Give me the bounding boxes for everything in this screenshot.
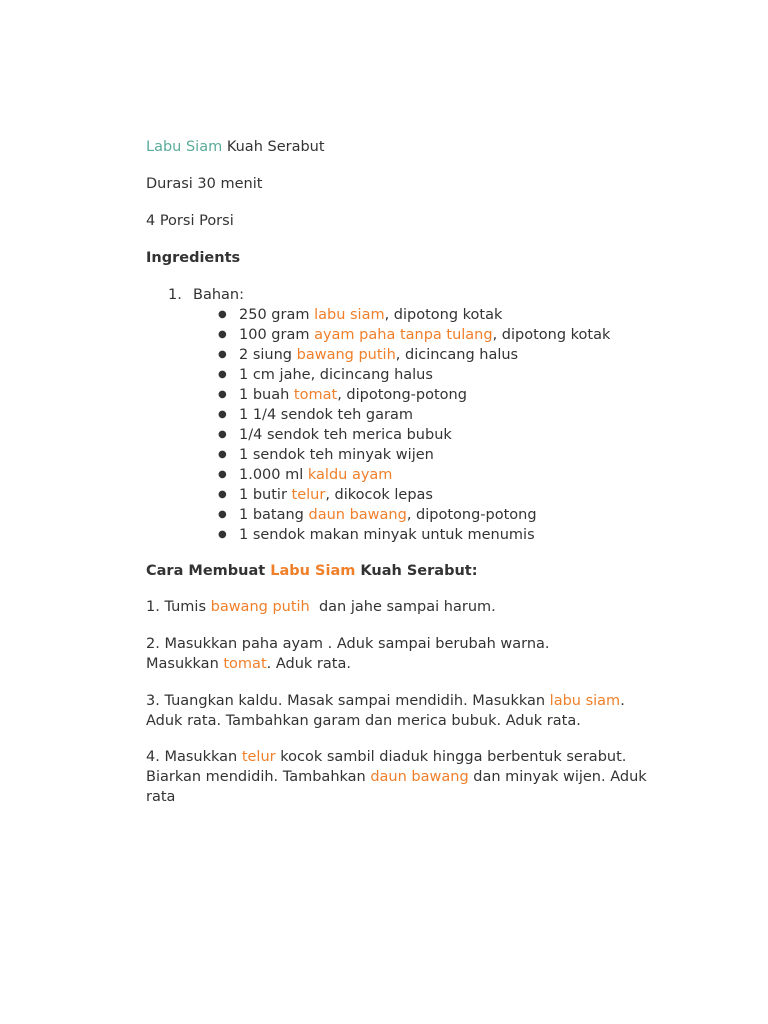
ingredient-link[interactable]: kaldu ayam bbox=[307, 467, 393, 483]
bullet-icon: ● bbox=[218, 449, 227, 460]
step-3-line-2: Aduk rata. Tambahkan garam dan merica bubuk. Aduk rata. bbox=[146, 713, 581, 729]
ingredient-item: 250 gram labu siam, dipotong kotak bbox=[239, 307, 503, 323]
step-4-line-3: rata bbox=[146, 789, 176, 805]
bullet-icon: ● bbox=[218, 489, 227, 500]
ingredient-link[interactable]: daun bawang bbox=[308, 507, 407, 523]
ingredient-item: 1 1/4 sendok teh garam bbox=[239, 407, 413, 423]
bullet-icon: ● bbox=[218, 349, 227, 360]
ingredient-group-label: Bahan: bbox=[193, 287, 244, 303]
bullet-icon: ● bbox=[218, 469, 227, 480]
ingredient-link[interactable]: tomat bbox=[293, 387, 338, 403]
ingredient-item: 1 sendok teh minyak wijen bbox=[239, 447, 434, 463]
step-4-line-2: Biarkan mendidih. Tambahkan daun bawang dan minyak wijen. Aduk bbox=[146, 769, 647, 785]
step-link[interactable]: daun bawang bbox=[370, 769, 469, 785]
ingredient-item: 1 butir telur, dikocok lepas bbox=[239, 487, 433, 503]
bullet-icon: ● bbox=[218, 369, 227, 380]
ingredient-item: 2 siung bawang putih, dicincang halus bbox=[239, 347, 519, 363]
ingredient-item: 1 cm jahe, dicincang halus bbox=[239, 367, 433, 383]
step-link[interactable]: bawang putih bbox=[210, 599, 310, 615]
ingredient-item: 100 gram ayam paha tanpa tulang, dipotong kotak bbox=[239, 327, 611, 343]
ingredient-link[interactable]: bawang putih bbox=[296, 347, 396, 363]
method-heading: Cara Membuat Labu Siam Kuah Serabut: bbox=[146, 563, 478, 579]
ingredient-group-number: 1. bbox=[168, 287, 182, 303]
bullet-icon: ● bbox=[218, 329, 227, 340]
duration-text: Durasi 30 menit bbox=[146, 176, 263, 192]
step-link[interactable]: tomat bbox=[223, 656, 267, 672]
bullet-icon: ● bbox=[218, 409, 227, 420]
step-2-line-2: Masukkan tomat. Aduk rata. bbox=[146, 656, 351, 672]
step-3-line-1: 3. Tuangkan kaldu. Masak sampai mendidih. Masukkan labu siam. bbox=[146, 693, 625, 709]
ingredient-item: 1 batang daun bawang, dipotong-potong bbox=[239, 507, 537, 523]
ingredient-link[interactable]: telur bbox=[291, 487, 326, 503]
bullet-icon: ● bbox=[218, 429, 227, 440]
ingredient-item: 1/4 sendok teh merica bubuk bbox=[239, 427, 452, 443]
step-link[interactable]: labu siam bbox=[549, 693, 621, 709]
recipe-title: Labu Siam Kuah Serabut bbox=[146, 139, 325, 155]
bullet-icon: ● bbox=[218, 529, 227, 540]
bullet-icon: ● bbox=[218, 389, 227, 400]
title-link[interactable]: Labu Siam bbox=[146, 139, 223, 155]
ingredient-item: 1 buah tomat, dipotong-potong bbox=[239, 387, 467, 403]
step-4-line-1: 4. Masukkan telur kocok sambil diaduk hingga berbentuk serabut. bbox=[146, 749, 627, 765]
ingredient-link[interactable]: ayam paha tanpa tulang bbox=[314, 327, 493, 343]
ingredient-item: 1 sendok makan minyak untuk menumis bbox=[239, 527, 535, 543]
step-link[interactable]: telur bbox=[241, 749, 276, 765]
bullet-icon: ● bbox=[218, 309, 227, 320]
ingredient-link[interactable]: labu siam bbox=[314, 307, 385, 323]
step-2-line-1: 2. Masukkan paha ayam . Aduk sampai berubah warna. bbox=[146, 636, 550, 652]
method-heading-link[interactable]: Labu Siam bbox=[270, 563, 356, 579]
servings-text: 4 Porsi Porsi bbox=[146, 213, 234, 229]
step-1: 1. Tumis bawang putih dan jahe sampai harum. bbox=[146, 599, 496, 615]
ingredient-item: 1.000 ml kaldu ayam bbox=[239, 467, 393, 483]
ingredients-heading: Ingredients bbox=[146, 250, 241, 266]
bullet-icon: ● bbox=[218, 509, 227, 520]
